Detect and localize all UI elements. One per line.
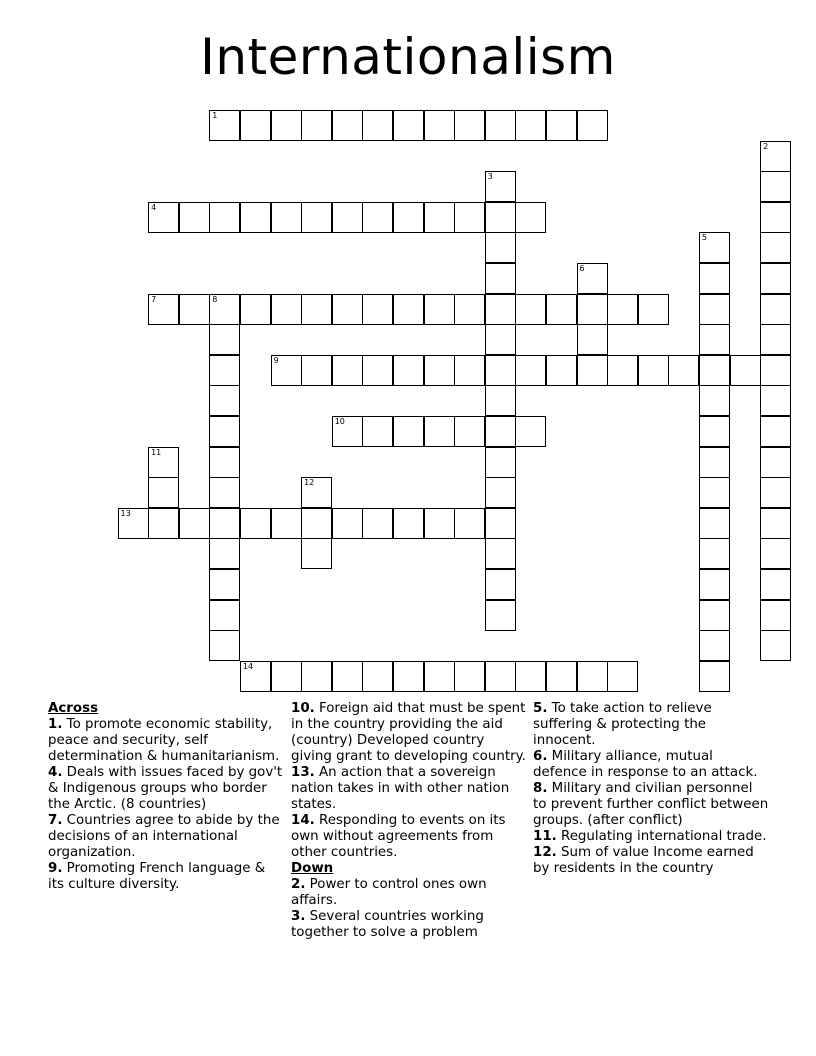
grid-cell[interactable] [393, 355, 424, 386]
grid-cell[interactable] [454, 355, 485, 386]
grid-cell[interactable] [699, 569, 730, 600]
grid-cell[interactable] [485, 202, 516, 233]
clue-text: Responding to events on its own without agreements from other countries. [291, 813, 506, 860]
grid-cell[interactable] [209, 294, 240, 325]
grid-cell[interactable] [485, 232, 516, 263]
clue-text: To promote economic stability, peace and security, self determination & humanitarianism. [48, 717, 280, 764]
grid-cell[interactable] [699, 447, 730, 478]
grid-cell[interactable] [485, 508, 516, 539]
grid-cell[interactable] [424, 294, 455, 325]
grid-cell[interactable] [148, 477, 179, 508]
grid-cell[interactable] [209, 600, 240, 631]
clue-number: 11. [533, 829, 557, 844]
clue-number-label: 7 [151, 294, 157, 304]
grid-cell[interactable] [638, 294, 669, 325]
grid-cell[interactable] [209, 324, 240, 355]
grid-cell[interactable] [607, 661, 638, 692]
grid-cell[interactable] [485, 110, 516, 141]
grid-cell[interactable] [424, 416, 455, 447]
across-clue [291, 701, 527, 765]
clue-text: Countries agree to abide by the decisions of an international organization. [48, 813, 280, 860]
grid-cell[interactable] [209, 508, 240, 539]
grid-cell[interactable] [699, 324, 730, 355]
across-clue [291, 813, 527, 861]
grid-cell[interactable] [301, 508, 332, 539]
down-clue [533, 829, 769, 845]
clue-number: 6. [533, 749, 548, 764]
grid-cell[interactable] [485, 569, 516, 600]
grid-cell[interactable] [515, 202, 546, 233]
grid-cell[interactable] [607, 294, 638, 325]
grid-cell[interactable] [148, 508, 179, 539]
grid-cell[interactable] [760, 477, 791, 508]
grid-cell[interactable] [760, 447, 791, 478]
grid-cell[interactable] [485, 171, 516, 202]
grid-cell[interactable] [301, 355, 332, 386]
clue-number: 9. [48, 861, 63, 876]
clue-number: 14. [291, 813, 315, 828]
grid-cell[interactable] [699, 416, 730, 447]
clue-number-label: 5 [701, 233, 707, 243]
grid-cell[interactable] [577, 324, 608, 355]
clue-column-2 [291, 701, 527, 941]
grid-cell[interactable] [760, 385, 791, 416]
grid-cell[interactable] [699, 538, 730, 569]
grid-cell[interactable] [332, 508, 363, 539]
grid-cell[interactable] [362, 355, 393, 386]
grid-cell[interactable] [454, 508, 485, 539]
grid-cell[interactable] [485, 447, 516, 478]
grid-cell[interactable] [546, 355, 577, 386]
grid-cell[interactable] [760, 630, 791, 661]
grid-cell[interactable] [607, 355, 638, 386]
grid-cell[interactable] [546, 294, 577, 325]
grid-cell[interactable] [301, 538, 332, 569]
grid-cell[interactable] [577, 263, 608, 294]
across-heading: Across [48, 701, 99, 716]
across-clue [48, 813, 284, 861]
clue-number-label: 12 [304, 478, 315, 488]
grid-cell[interactable] [515, 294, 546, 325]
grid-cell[interactable] [699, 294, 730, 325]
grid-cell[interactable] [301, 294, 332, 325]
grid-cell[interactable] [760, 141, 791, 172]
grid-cell[interactable] [393, 110, 424, 141]
grid-cell[interactable] [668, 355, 699, 386]
grid-cell[interactable] [209, 385, 240, 416]
grid-cell[interactable] [362, 508, 393, 539]
grid-cell[interactable] [362, 202, 393, 233]
grid-cell[interactable] [699, 477, 730, 508]
grid-cell[interactable] [179, 202, 210, 233]
grid-cell[interactable] [209, 110, 240, 141]
clue-number-label: 8 [212, 294, 218, 304]
clue-text: Promoting French language & its culture diversity. [48, 861, 266, 892]
grid-cell[interactable] [393, 202, 424, 233]
grid-cell[interactable] [332, 294, 363, 325]
clue-number-label: 2 [763, 141, 769, 151]
clue-column-1 [48, 701, 284, 893]
clue-number: 4. [48, 765, 63, 780]
down-clue [533, 701, 769, 749]
grid-cell[interactable] [362, 110, 393, 141]
clue-text: Several countries working together to solve a problem [291, 909, 484, 940]
grid-cell[interactable] [485, 416, 516, 447]
grid-cell[interactable] [485, 263, 516, 294]
grid-cell[interactable] [577, 110, 608, 141]
clue-text: An action that a sovereign nation takes in with other nation states. [291, 765, 510, 812]
grid-cell[interactable] [148, 294, 179, 325]
across-clue [291, 765, 527, 813]
clue-number: 1. [48, 717, 63, 732]
grid-cell[interactable] [240, 110, 271, 141]
clue-number-label: 14 [242, 661, 254, 671]
clue-number: 13. [291, 765, 315, 780]
clue-number-label: 11 [151, 447, 162, 457]
grid-cell[interactable] [515, 416, 546, 447]
grid-cell[interactable] [393, 416, 424, 447]
grid-cell[interactable] [240, 202, 271, 233]
grid-cell[interactable] [638, 355, 669, 386]
clue-number-label: 10 [334, 417, 345, 426]
grid-cell[interactable] [577, 294, 608, 325]
grid-cell[interactable] [393, 508, 424, 539]
grid-cell[interactable] [301, 661, 332, 692]
grid-cell[interactable] [332, 202, 363, 233]
grid-cell[interactable] [699, 232, 730, 263]
down-clue [533, 749, 769, 781]
clue-number-label: 6 [579, 264, 585, 273]
grid-cell[interactable] [760, 294, 791, 325]
grid-cell[interactable] [760, 202, 791, 233]
grid-cell[interactable] [301, 202, 332, 233]
grid-cell[interactable] [362, 416, 393, 447]
clue-text: To take action to relieve suffering & protecting the innocent. [533, 701, 712, 748]
clue-number: 7. [48, 813, 63, 828]
grid-cell[interactable] [209, 416, 240, 447]
grid-cell[interactable] [485, 600, 516, 631]
down-clue [533, 781, 769, 829]
grid-cell[interactable] [454, 110, 485, 141]
grid-cell[interactable] [454, 294, 485, 325]
grid-cell[interactable] [760, 538, 791, 569]
down-clue [291, 877, 527, 909]
grid-cell[interactable] [332, 416, 363, 447]
clue-text: Power to control ones own affairs. [291, 877, 487, 908]
clue-number: 12. [533, 845, 557, 860]
grid-cell[interactable] [760, 232, 791, 263]
grid-cell[interactable] [485, 294, 516, 325]
grid-cell[interactable] [301, 477, 332, 508]
down-heading: Down [291, 861, 334, 876]
grid-cell[interactable] [148, 447, 179, 478]
clue-text: Military and civilian personnel to prevent further conflict between groups. (after conflict) [533, 781, 769, 828]
clue-number-label: 3 [487, 172, 493, 182]
grid-cell[interactable] [209, 569, 240, 600]
grid-cell[interactable] [209, 538, 240, 569]
grid-cell[interactable] [515, 661, 546, 692]
clue-number-label: 1 [212, 111, 218, 120]
grid-cell[interactable] [760, 263, 791, 294]
grid-cell[interactable] [209, 447, 240, 478]
grid-cell[interactable] [179, 508, 210, 539]
grid-cell[interactable] [424, 202, 455, 233]
grid-cell[interactable] [424, 355, 455, 386]
grid-cell[interactable] [515, 110, 546, 141]
grid-cell[interactable] [424, 508, 455, 539]
grid-cell[interactable] [485, 324, 516, 355]
grid-cell[interactable] [485, 385, 516, 416]
grid-cell[interactable] [760, 324, 791, 355]
grid-cell[interactable] [699, 630, 730, 661]
grid-cell[interactable] [301, 110, 332, 141]
grid-cell[interactable] [760, 171, 791, 202]
grid-cell[interactable] [271, 508, 302, 539]
grid-cell[interactable] [393, 661, 424, 692]
grid-cell[interactable] [485, 538, 516, 569]
grid-cell[interactable] [271, 355, 302, 386]
grid-cell[interactable] [546, 110, 577, 141]
grid-cell[interactable] [362, 661, 393, 692]
across-clue [48, 717, 284, 765]
grid-cell[interactable] [577, 661, 608, 692]
grid-cell[interactable] [209, 630, 240, 661]
grid-cell[interactable] [332, 110, 363, 141]
grid-cell[interactable] [332, 355, 363, 386]
clue-text: Regulating international trade. [556, 829, 767, 844]
grid-cell[interactable] [240, 508, 271, 539]
down-clue [291, 909, 527, 941]
grid-cell[interactable] [699, 600, 730, 631]
clue-text: Deals with issues faced by gov't & Indigenous groups who border the Arctic. (8 countries) [48, 765, 283, 812]
grid-cell[interactable] [148, 202, 179, 233]
grid-cell[interactable] [485, 661, 516, 692]
grid-cell[interactable] [332, 661, 363, 692]
grid-cell[interactable] [271, 294, 302, 325]
grid-cell[interactable] [209, 355, 240, 386]
grid-cell[interactable] [271, 110, 302, 141]
clue-number-label: 4 [151, 202, 157, 212]
down-clue [533, 845, 769, 877]
grid-cell[interactable] [209, 477, 240, 508]
clue-number: 2. [291, 877, 306, 892]
clue-number-label: 13 [120, 508, 131, 518]
grid-cell[interactable] [546, 661, 577, 692]
grid-cell[interactable] [454, 661, 485, 692]
grid-cell[interactable] [699, 263, 730, 294]
grid-cell[interactable] [209, 202, 240, 233]
grid-cell[interactable] [760, 416, 791, 447]
grid-cell[interactable] [485, 355, 516, 386]
grid-cell[interactable] [362, 294, 393, 325]
grid-cell[interactable] [179, 294, 210, 325]
grid-cell[interactable] [240, 294, 271, 325]
across-clue [48, 765, 284, 813]
grid-cell[interactable] [271, 202, 302, 233]
grid-cell[interactable] [699, 661, 730, 692]
clue-column-3 [533, 701, 769, 877]
grid-cell[interactable] [454, 416, 485, 447]
grid-cell[interactable] [760, 355, 791, 386]
grid-cell[interactable] [393, 294, 424, 325]
grid-cell[interactable] [454, 202, 485, 233]
grid-cell[interactable] [515, 355, 546, 386]
grid-cell[interactable] [699, 385, 730, 416]
grid-cell[interactable] [760, 600, 791, 631]
grid-cell[interactable] [424, 110, 455, 141]
clue-number: 3. [291, 909, 306, 924]
clue-number: 8. [533, 781, 548, 796]
clue-text: Sum of value Income earned by residents in the country [533, 845, 754, 876]
clue-text: Foreign aid that must be spent in the country providing the aid (country) Developed country giving grant to developing country. [291, 701, 526, 764]
across-clue [48, 861, 284, 893]
clue-text: Military alliance, mutual defence in response to an attack. [533, 749, 758, 780]
page-title: Internationalism [200, 28, 616, 86]
grid-cell[interactable] [271, 661, 302, 692]
grid-cell[interactable] [118, 508, 149, 539]
grid-cell[interactable] [240, 661, 271, 692]
grid-cell[interactable] [699, 508, 730, 539]
grid-cell[interactable] [699, 355, 730, 386]
grid-cell[interactable] [760, 569, 791, 600]
clue-number: 5. [533, 701, 548, 716]
clue-number: 10. [291, 701, 315, 716]
grid-cell[interactable] [577, 355, 608, 386]
clue-number-label: 9 [273, 355, 279, 365]
grid-cell[interactable] [730, 355, 761, 386]
grid-cell[interactable] [424, 661, 455, 692]
grid-cell[interactable] [485, 477, 516, 508]
grid-cell[interactable] [760, 508, 791, 539]
